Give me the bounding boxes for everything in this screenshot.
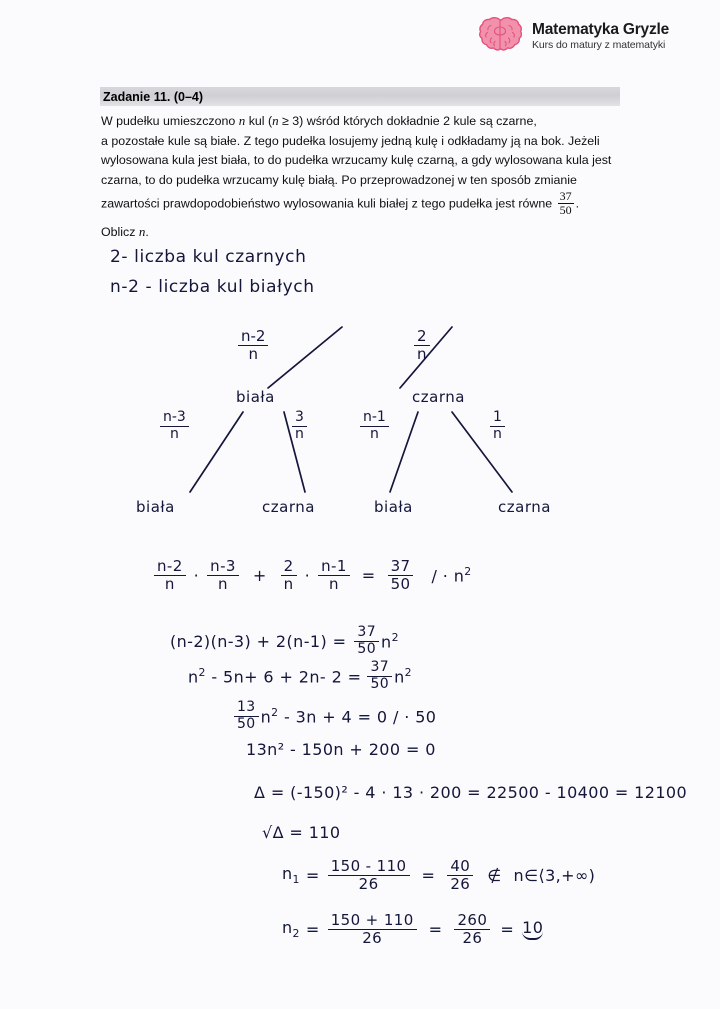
tree-leaf-black-1: czarna [262, 498, 315, 516]
equation-2 [170, 625, 399, 657]
fraction-numerator: 37 [370, 659, 390, 675]
brand-logo [478, 16, 669, 56]
equals-sign: = [305, 865, 320, 885]
fraction [281, 558, 297, 593]
branch-prob-rl [358, 410, 391, 442]
fraction-numerator: 37 [559, 189, 572, 204]
variable: n [282, 918, 293, 938]
equation-rhs [394, 666, 412, 686]
exponent: 2 [198, 666, 206, 679]
equation-5: 13n² - 150n + 200 = 0 [246, 740, 436, 759]
fraction-numerator: 1 [493, 409, 502, 425]
tree-node-black: czarna [412, 388, 465, 406]
subscript: 2 [292, 927, 300, 941]
fraction [388, 558, 414, 593]
fraction-numerator: 150 - 110 [330, 857, 407, 875]
equation-1 [152, 558, 472, 593]
final-answer: 10 [522, 918, 543, 940]
fraction-denominator: n [360, 426, 389, 443]
fraction [447, 858, 473, 893]
variable: n [282, 864, 293, 884]
statement-line-6 [101, 218, 626, 246]
equation-rhs [261, 706, 437, 726]
brain-icon [478, 16, 522, 56]
fraction [360, 410, 389, 442]
fraction-numerator: 37 [357, 624, 377, 640]
root-label [282, 918, 300, 940]
fraction-denominator: n [414, 345, 430, 363]
subscript: 1 [292, 873, 300, 887]
fraction [454, 912, 490, 947]
fraction [490, 410, 505, 442]
fraction [328, 858, 410, 893]
statement-line-1 [101, 111, 626, 132]
branch-prob-right-top [412, 328, 432, 363]
brand-text [532, 21, 669, 52]
fraction-numerator: 2 [417, 327, 427, 345]
fraction-numerator: n-2 [241, 327, 266, 345]
equation-sqrt-delta: √Δ = 110 [262, 823, 341, 842]
tree-leaf-black-2: czarna [498, 498, 551, 516]
task-number-label: Zadanie 11. (0–4) [103, 89, 204, 104]
variable-n: n [238, 113, 246, 128]
exponent: 2 [271, 706, 279, 719]
branch-prob-ll [158, 410, 191, 442]
variable: n [260, 707, 272, 727]
fraction [292, 410, 307, 442]
fraction-denominator: n [281, 575, 297, 593]
fraction-denominator: 50 [367, 676, 392, 693]
equation-discriminant: Δ = (-150)² - 4 · 13 · 200 = 22500 - 10400 = 12100 [254, 783, 688, 802]
statement-line-3: wylosowana kula jest biała, to do pudełka wrzucamy kulę czarną, a gdy wylosowana kula jest [101, 153, 612, 168]
fraction-denominator: n [490, 426, 505, 443]
fraction [367, 660, 392, 692]
fraction-denominator: n [292, 426, 307, 443]
branch-prob-lr [290, 410, 309, 442]
statement-line-5 [101, 190, 626, 217]
fraction-numerator: 260 [457, 911, 488, 929]
variable: n [394, 667, 405, 687]
equals-sign: = [500, 919, 515, 939]
brand-title: Matematyka Gryzle [532, 20, 670, 38]
equation-rhs [381, 631, 399, 651]
equation-lhs: (n-2)(n-3) + 2(n-1) = [170, 631, 347, 651]
problem-statement [101, 111, 626, 246]
fraction-denominator: n [160, 426, 189, 443]
plus-operator: + [252, 565, 267, 585]
equation-n2 [282, 912, 543, 947]
fraction [154, 558, 186, 593]
fraction-numerator: 40 [450, 857, 471, 875]
fraction-denominator: 50 [388, 575, 414, 593]
fraction-numerator: 2 [283, 557, 294, 575]
exponent: 2 [391, 631, 399, 644]
branch-prob-left-top [236, 328, 270, 363]
probability-fraction [558, 190, 574, 217]
fraction-numerator: n-1 [321, 557, 347, 575]
fraction-numerator: 37 [390, 557, 411, 575]
root-label [282, 864, 300, 886]
fraction-numerator: n-3 [210, 557, 236, 575]
statement-text: . [575, 196, 580, 211]
variable-n: n [272, 113, 279, 128]
tree-leaf-white-2: biała [374, 498, 413, 516]
multiply-operator: · [193, 565, 200, 585]
fraction-denominator: n [318, 575, 350, 593]
brand-subtitle: Kurs do matury z matematyki [532, 39, 666, 52]
equals-sign: = [421, 865, 436, 885]
fraction-denominator: 50 [354, 641, 379, 658]
equation-3 [188, 660, 412, 692]
variable: n [381, 632, 392, 652]
note-black-balls: 2- liczba kul czarnych [110, 247, 307, 267]
equation-4 [232, 700, 436, 732]
statement-text: . [145, 224, 149, 239]
variable: n [188, 667, 199, 687]
fraction [414, 328, 430, 363]
fraction-denominator: 26 [328, 929, 417, 947]
equation-text: - 5n+ 6 + 2n- 2 = [205, 667, 362, 687]
fraction-denominator: 26 [328, 875, 410, 893]
equation-text: - 3n + 4 = 0 / · 50 [278, 707, 437, 727]
statement-text: Oblicz [101, 224, 139, 239]
equation-lhs [188, 666, 361, 686]
fraction-denominator: 50 [559, 203, 572, 218]
fraction-numerator: n-1 [363, 409, 386, 425]
equals-sign: = [428, 919, 443, 939]
tree-leaf-white-1: biała [136, 498, 175, 516]
task-header-bar [100, 87, 620, 106]
fraction-denominator: 26 [447, 875, 473, 893]
tree-node-white: biała [236, 388, 275, 406]
multiply-operator: · [304, 565, 311, 585]
variable-n: n [138, 223, 146, 239]
fraction-numerator: n-3 [163, 409, 186, 425]
not-element-of-symbol: ∉ [487, 865, 502, 885]
fraction-numerator: 150 + 110 [330, 911, 414, 929]
statement-text: kul ( [245, 114, 273, 128]
fraction-numerator: 13 [237, 699, 256, 715]
fraction-denominator: n [207, 575, 239, 593]
fraction [234, 700, 259, 732]
domain-condition: n∈⟨3,+∞) [513, 865, 596, 885]
fraction [328, 912, 417, 947]
fraction [354, 625, 379, 657]
fraction [318, 558, 350, 593]
branch-prob-rr [488, 410, 507, 442]
note-white-balls: n-2 - liczba kul białych [110, 277, 315, 297]
statement-text: W pudełku umieszczono [101, 114, 239, 128]
equals-sign: = [361, 565, 376, 585]
exponent: 2 [464, 565, 472, 579]
fraction-numerator: n-2 [157, 557, 183, 575]
operation-annotation [431, 565, 471, 585]
fraction-denominator: 26 [454, 929, 490, 947]
fraction-denominator: n [238, 345, 268, 363]
fraction [238, 328, 268, 363]
exponent: 2 [404, 666, 412, 679]
statement-line-4: czarna, to do pudełka wrzucamy kulę białą. Po przeprowadzonej w ten sposób zmianie [101, 172, 577, 187]
fraction-denominator: n [154, 575, 186, 593]
statement-text: ≥ 3) wśród których dokładnie 2 kule są czarne, [278, 114, 537, 128]
operation-text: / · n [431, 566, 465, 586]
fraction [207, 558, 239, 593]
fraction-denominator: 50 [234, 716, 259, 733]
equation-n1 [282, 858, 595, 893]
fraction [160, 410, 189, 442]
fraction-numerator: 3 [295, 409, 304, 425]
statement-text: zawartości prawdopodobieństwo wylosowania kuli białej z tego pudełka jest równe [101, 196, 553, 211]
equals-sign: = [305, 919, 320, 939]
statement-line-2: a pozostałe kule są białe. Z tego pudełka losujemy jedną kulę i odkładamy ją na bok. Jeżeli [101, 133, 600, 148]
